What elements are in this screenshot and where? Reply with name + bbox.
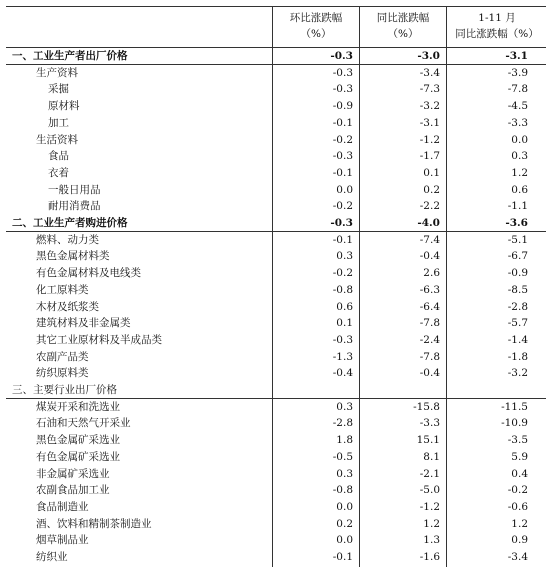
table-row <box>0 132 550 149</box>
yoy-value: -1.2 <box>419 500 440 513</box>
table-row <box>0 399 550 416</box>
yoy-value: 0.2 <box>423 183 440 196</box>
yoy-value: -6.3 <box>419 283 440 296</box>
mom-value: 0.6 <box>336 300 353 313</box>
table-row <box>0 466 550 483</box>
yoy-value: 8.1 <box>423 450 440 463</box>
mom-value: 0.3 <box>336 467 353 480</box>
table-row <box>0 182 550 199</box>
row-label: 建筑材料及非金属类 <box>36 317 131 330</box>
table-row <box>0 48 550 65</box>
table-row <box>0 148 550 165</box>
ytd-yoy-value: -1.1 <box>507 200 528 213</box>
yoy-value: -6.4 <box>419 300 440 313</box>
row-label: 黑色金属矿采选业 <box>36 434 120 447</box>
header-mom-line2: （%） <box>300 28 332 40</box>
row-label: 二、工业生产者购进价格 <box>12 217 128 229</box>
table-row <box>0 499 550 516</box>
ytd-yoy-value: -4.5 <box>507 100 528 113</box>
mom-value: -0.1 <box>332 233 353 246</box>
header-ytd-line2: 同比涨跌幅（%） <box>455 28 539 40</box>
ytd-yoy-value: -0.6 <box>507 500 528 513</box>
yoy-value: -3.1 <box>419 116 440 129</box>
yoy-value: -0.4 <box>419 250 440 263</box>
yoy-value: -7.3 <box>419 83 440 96</box>
ytd-yoy-value: -11.5 <box>501 400 528 413</box>
yoy-value: 0.1 <box>423 166 440 179</box>
mom-value: -0.3 <box>330 217 353 229</box>
table-row <box>0 482 550 499</box>
row-label: 酒、饮料和精制茶制造业 <box>36 517 152 530</box>
mom-value: -0.5 <box>332 450 353 463</box>
mom-value: -0.4 <box>332 367 353 380</box>
yoy-value: -5.0 <box>419 484 440 497</box>
yoy-value: -3.2 <box>419 100 440 113</box>
yoy-value: 2.6 <box>423 267 440 280</box>
row-label: 生产资料 <box>36 66 78 79</box>
row-label: 有色金属材料及电线类 <box>36 267 141 280</box>
header-mom-line1: 环比涨跌幅 <box>289 12 343 24</box>
table-row <box>0 215 550 232</box>
table-row <box>0 265 550 282</box>
yoy-value: 15.1 <box>416 434 440 447</box>
row-label: 一、工业生产者出厂价格 <box>12 50 128 62</box>
yoy-value: -1.7 <box>419 150 440 163</box>
ytd-yoy-value: -0.9 <box>507 267 528 280</box>
table-row <box>0 449 550 466</box>
row-label: 黑色金属材料类 <box>36 250 110 263</box>
row-label: 食品制造业 <box>36 500 89 513</box>
mom-value: -0.2 <box>332 133 353 146</box>
mom-value: 0.2 <box>336 517 353 530</box>
table-row <box>0 232 550 249</box>
table-row <box>0 115 550 132</box>
mom-value: -0.2 <box>332 267 353 280</box>
ytd-yoy-value: 0.6 <box>511 183 528 196</box>
ytd-yoy-value: -10.9 <box>501 417 528 430</box>
table-row <box>0 516 550 533</box>
table-row <box>0 248 550 265</box>
row-label: 石油和天然气开采业 <box>36 417 131 430</box>
mom-value: 0.0 <box>336 183 353 196</box>
ytd-yoy-value: -3.4 <box>507 551 528 563</box>
mom-value: -0.1 <box>332 166 353 179</box>
yoy-value: -15.8 <box>413 400 440 413</box>
ytd-yoy-value: -0.2 <box>507 484 528 497</box>
yoy-value: 1.3 <box>423 534 440 547</box>
mom-value: -0.8 <box>332 484 353 497</box>
table-row <box>0 98 550 115</box>
row-label: 生活资料 <box>36 133 78 146</box>
header-yoy-change <box>360 10 446 42</box>
yoy-value: -7.8 <box>419 317 440 330</box>
ytd-yoy-value: 0.4 <box>511 467 528 480</box>
header-mom-change <box>273 10 359 42</box>
row-label: 燃料、动力类 <box>36 233 99 246</box>
ytd-yoy-value: -5.1 <box>507 233 528 246</box>
table-row <box>0 549 550 566</box>
yoy-value: -1.2 <box>419 133 440 146</box>
table-row <box>0 65 550 82</box>
yoy-value: -2.2 <box>419 200 440 213</box>
mom-value: -0.3 <box>332 83 353 96</box>
row-label: 加工 <box>48 116 69 129</box>
row-label: 三、主要行业出厂价格 <box>12 384 117 396</box>
table-row <box>0 81 550 98</box>
table-row <box>0 382 550 399</box>
ytd-yoy-value: -2.8 <box>507 300 528 313</box>
mom-value: -0.3 <box>332 66 353 79</box>
table-row <box>0 165 550 182</box>
yoy-value: -2.1 <box>419 467 440 480</box>
mom-value: -0.1 <box>332 116 353 129</box>
ytd-yoy-value: 0.0 <box>511 133 528 146</box>
row-label: 非金属矿采选业 <box>36 467 110 480</box>
row-label: 农副产品类 <box>36 350 89 363</box>
ytd-yoy-value: -3.6 <box>505 217 528 229</box>
ytd-yoy-value: 1.2 <box>511 166 528 179</box>
header-ytd-yoy-change <box>447 10 547 42</box>
yoy-value: -4.0 <box>417 217 440 229</box>
mom-value: -0.1 <box>332 551 353 563</box>
table-row <box>0 432 550 449</box>
row-label: 纺织原料类 <box>36 367 89 380</box>
table-row <box>0 315 550 332</box>
table-row <box>0 282 550 299</box>
yoy-value: -3.3 <box>419 417 440 430</box>
mom-value: -0.2 <box>332 200 353 213</box>
yoy-value: -2.4 <box>419 333 440 346</box>
row-label: 衣着 <box>48 166 69 179</box>
mom-value: -2.8 <box>332 417 353 430</box>
table-row <box>0 349 550 366</box>
header-yoy-line2: （%） <box>387 28 419 40</box>
row-label: 其它工业原材料及半成品类 <box>36 333 162 346</box>
yoy-value: -0.4 <box>419 367 440 380</box>
header-yoy-line1: 同比涨跌幅 <box>376 12 430 24</box>
row-label: 耐用消费品 <box>48 200 101 213</box>
yoy-value: -3.0 <box>417 50 440 62</box>
row-label: 化工原料类 <box>36 283 89 296</box>
ytd-yoy-value: 0.3 <box>511 150 528 163</box>
mom-value: 0.1 <box>336 317 353 330</box>
mom-value: 0.0 <box>336 500 353 513</box>
table-top-border <box>6 6 546 7</box>
row-label: 食品 <box>48 150 69 163</box>
mom-value: -0.8 <box>332 283 353 296</box>
table-row <box>0 299 550 316</box>
yoy-value: -7.4 <box>419 233 440 246</box>
yoy-value: -1.6 <box>419 551 440 563</box>
mom-value: -0.3 <box>332 333 353 346</box>
mom-value: 0.3 <box>336 400 353 413</box>
yoy-value: -3.4 <box>419 66 440 79</box>
table-row <box>0 198 550 215</box>
row-label: 采掘 <box>48 83 69 96</box>
mom-value: -0.3 <box>332 150 353 163</box>
row-label: 一般日用品 <box>48 183 101 196</box>
ytd-yoy-value: -7.8 <box>507 83 528 96</box>
table-row <box>0 365 550 382</box>
row-label: 煤炭开采和洗选业 <box>36 400 120 413</box>
ytd-yoy-value: -1.8 <box>507 350 528 363</box>
mom-value: 0.0 <box>336 534 353 547</box>
ytd-yoy-value: -3.2 <box>507 367 528 380</box>
row-label: 木材及纸浆类 <box>36 300 99 313</box>
ytd-yoy-value: 5.9 <box>511 450 528 463</box>
ytd-yoy-value: -3.9 <box>507 66 528 79</box>
row-label: 纺织业 <box>36 551 68 563</box>
table-row <box>0 532 550 549</box>
mom-value: -1.3 <box>332 350 353 363</box>
ytd-yoy-value: -3.5 <box>507 434 528 447</box>
ytd-yoy-value: -3.1 <box>505 50 528 62</box>
ytd-yoy-value: -1.4 <box>507 333 528 346</box>
table-row <box>0 332 550 349</box>
row-label: 农副食品加工业 <box>36 484 110 497</box>
ytd-yoy-value: -8.5 <box>507 283 528 296</box>
mom-value: 1.8 <box>336 434 353 447</box>
ytd-yoy-value: -3.3 <box>507 116 528 129</box>
mom-value: -0.9 <box>332 100 353 113</box>
row-label: 有色金属矿采选业 <box>36 450 120 463</box>
header-ytd-line1: 1-11 月 <box>478 12 516 24</box>
ytd-yoy-value: -5.7 <box>507 317 528 330</box>
mom-value: -0.3 <box>330 50 353 62</box>
yoy-value: -7.8 <box>419 350 440 363</box>
table-row <box>0 415 550 432</box>
mom-value: 0.3 <box>336 250 353 263</box>
row-label: 原材料 <box>48 100 80 113</box>
ytd-yoy-value: 0.9 <box>511 534 528 547</box>
row-label: 烟草制品业 <box>36 534 89 547</box>
ytd-yoy-value: -6.7 <box>507 250 528 263</box>
yoy-value: 1.2 <box>423 517 440 530</box>
ytd-yoy-value: 1.2 <box>511 517 528 530</box>
